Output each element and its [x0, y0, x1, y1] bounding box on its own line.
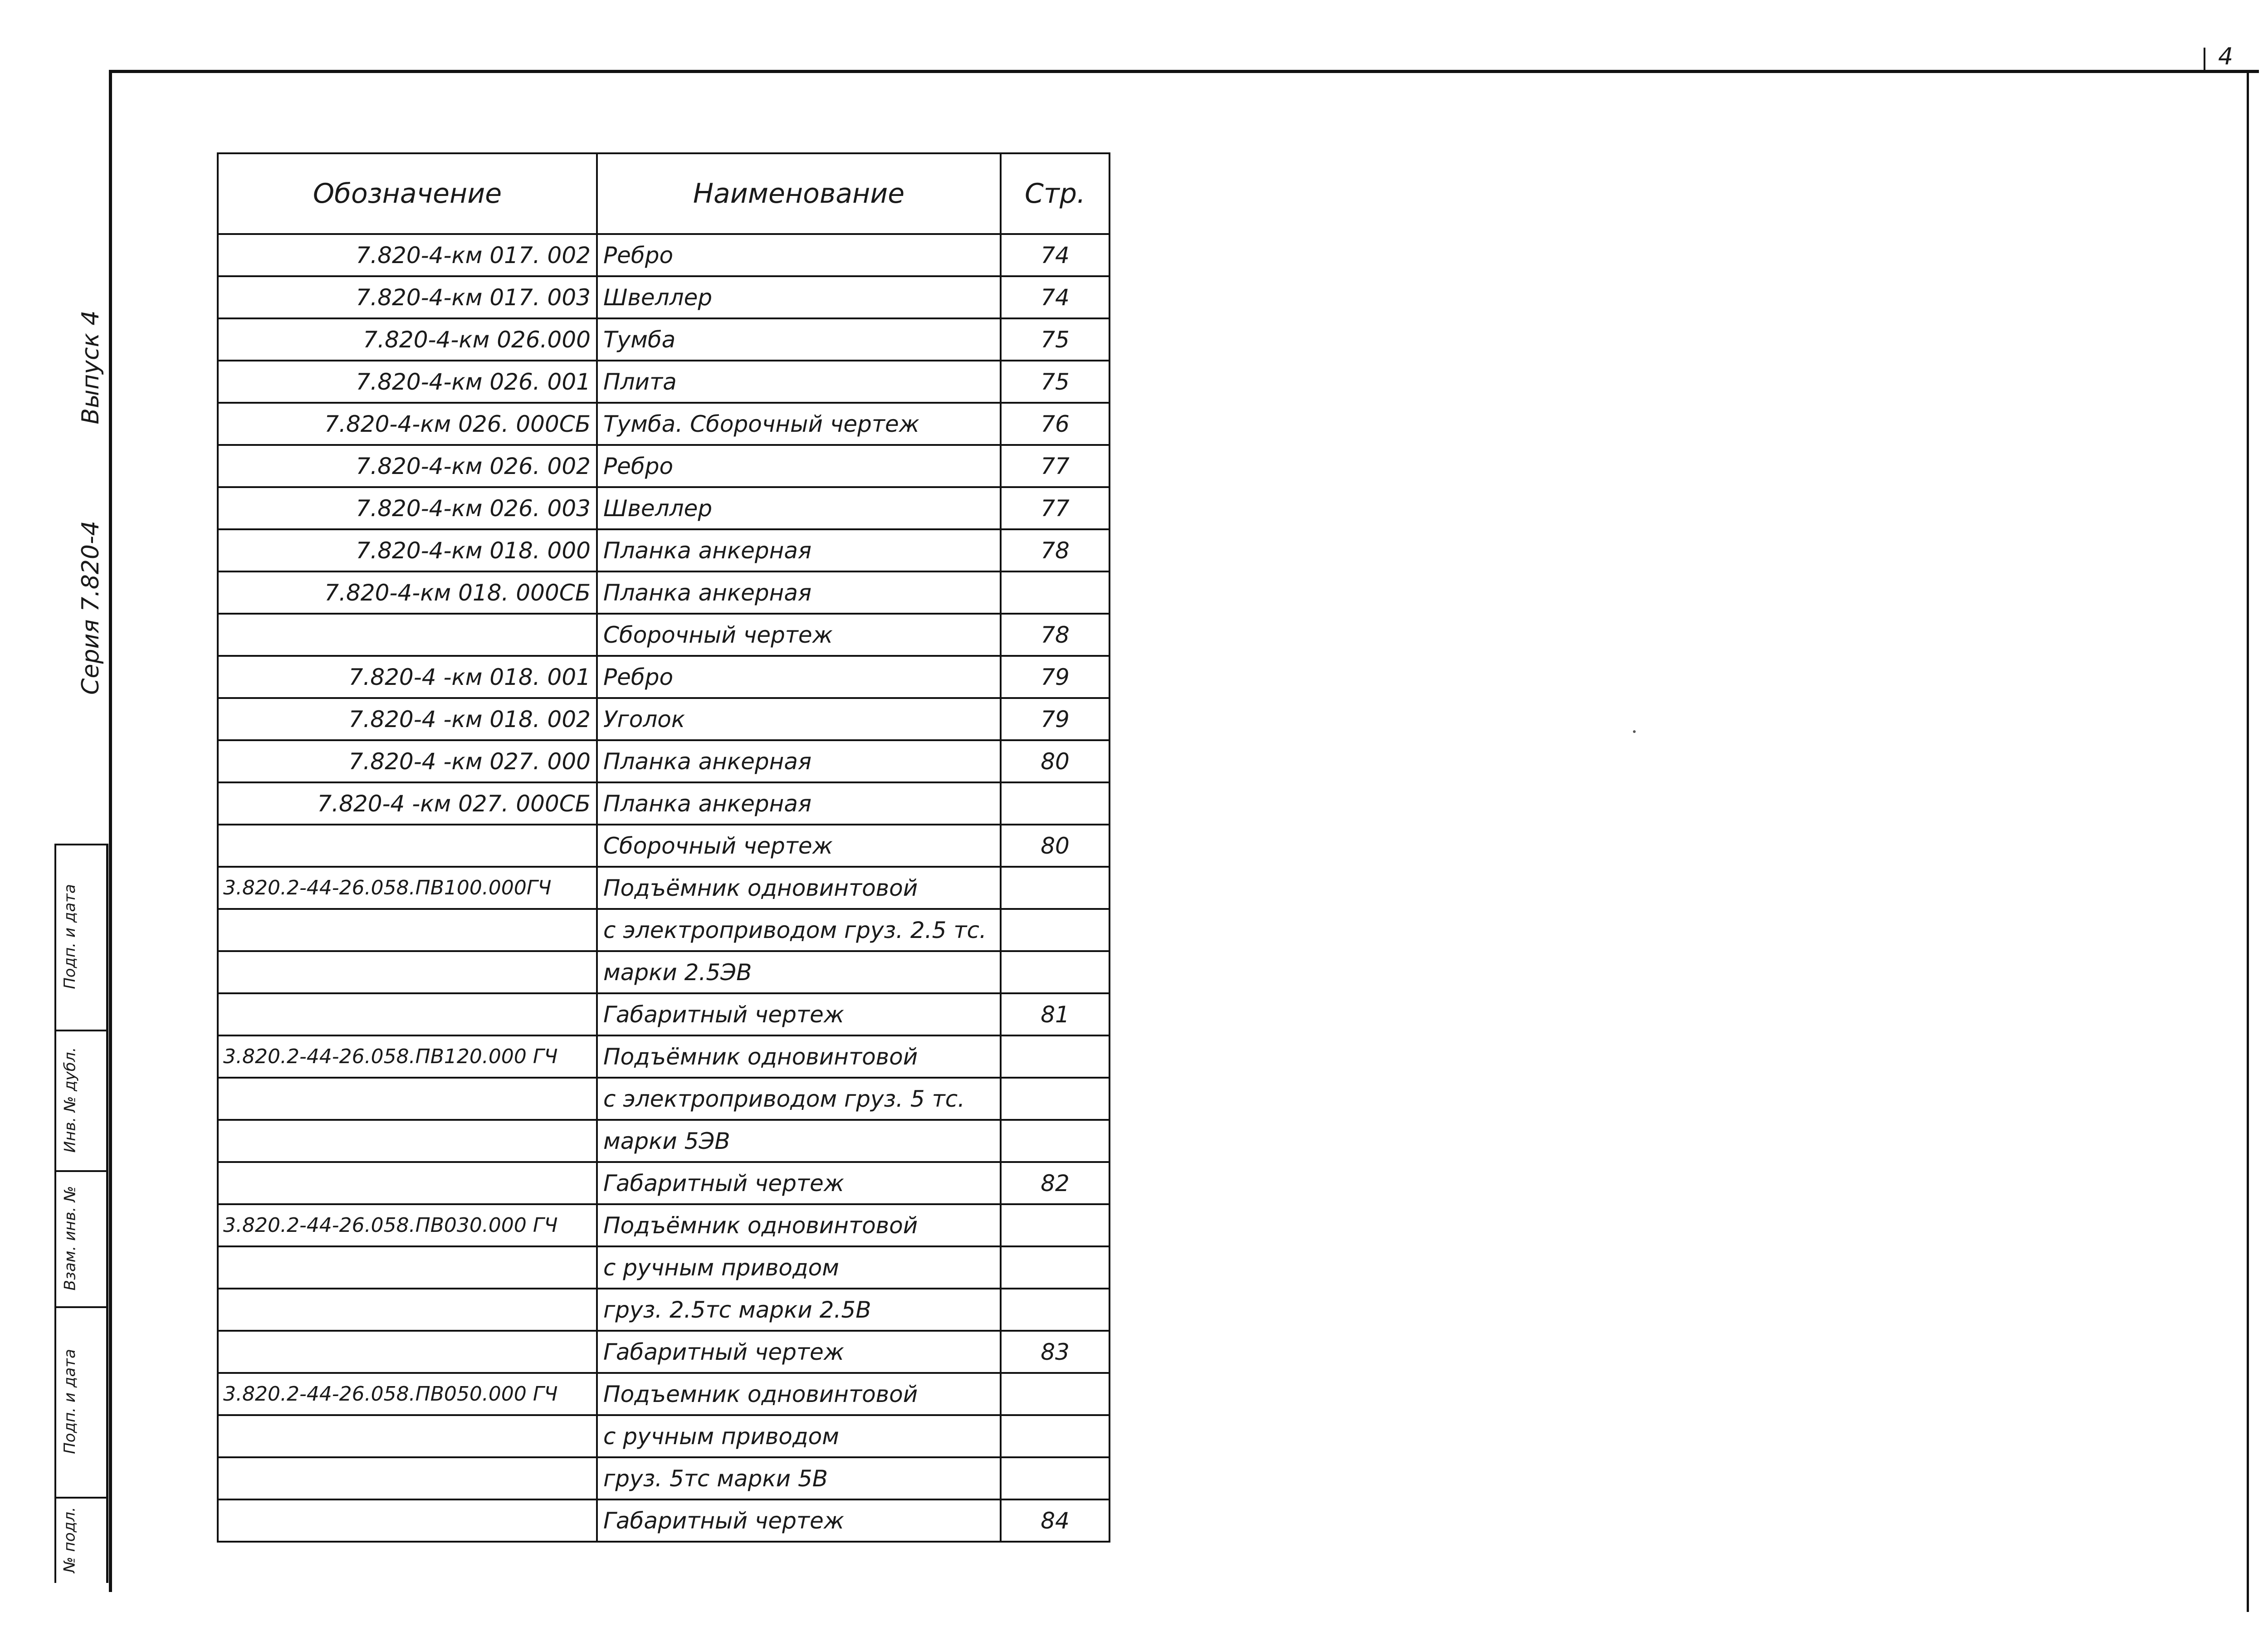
row-designation: 7.820-4-км 026.000 [218, 318, 597, 361]
row-page [1001, 951, 1110, 993]
table-row [218, 1457, 1110, 1499]
row-name: марки 5ЭВ [597, 1120, 1001, 1162]
stamp-label: Инв. № дубл. [61, 1047, 79, 1153]
table-row [218, 445, 1110, 487]
row-designation: 3.820.2-44-26.058.ПВ030.000 ГЧ [218, 1204, 597, 1246]
row-page: 84 [1001, 1499, 1110, 1542]
row-page: 76 [1001, 403, 1110, 445]
table-row [218, 1331, 1110, 1373]
row-page: 79 [1001, 656, 1110, 698]
table-row [218, 1162, 1110, 1204]
row-name: Габаритный чертеж [597, 1499, 1001, 1542]
table-row [218, 1499, 1110, 1542]
table-row [218, 825, 1110, 867]
table-row [218, 529, 1110, 571]
row-name: с ручным приводом [597, 1415, 1001, 1457]
row-page: 78 [1001, 529, 1110, 571]
row-name: Подъемник одновинтовой [597, 1373, 1001, 1415]
row-designation: 7.820-4 -км 018. 001 [218, 656, 597, 698]
row-name: с ручным приводом [597, 1246, 1001, 1289]
row-name: Швеллер [597, 487, 1001, 529]
row-designation [218, 1246, 597, 1289]
row-designation [218, 1415, 597, 1457]
frame-right-border [2247, 70, 2249, 1612]
stamp-label: № подл. [61, 1507, 79, 1573]
table-row [218, 656, 1110, 698]
table-row [218, 867, 1110, 909]
table-row [218, 1246, 1110, 1289]
table-row [218, 1120, 1110, 1162]
row-name: с электроприводом груз. 5 тс. [597, 1078, 1001, 1120]
row-name: Планка анкерная [597, 529, 1001, 571]
approval-stamp [54, 844, 108, 1583]
row-page: 77 [1001, 487, 1110, 529]
header-name: Наименование [597, 153, 1001, 234]
row-page [1001, 782, 1110, 825]
row-page [1001, 571, 1110, 614]
row-page [1001, 1373, 1110, 1415]
table-row [218, 1035, 1110, 1078]
row-page: 79 [1001, 698, 1110, 740]
table-row [218, 571, 1110, 614]
row-page: 81 [1001, 993, 1110, 1035]
row-name: Габаритный чертеж [597, 1331, 1001, 1373]
row-designation: 7.820-4-км 018. 000 [218, 529, 597, 571]
row-designation: 7.820-4-км 017. 002 [218, 234, 597, 276]
sheet-number-divider [2204, 48, 2205, 70]
row-designation: 7.820-4-км 026. 002 [218, 445, 597, 487]
row-name: с электроприводом груз. 2.5 тс. [597, 909, 1001, 951]
row-designation [218, 825, 597, 867]
row-designation: 3.820.2-44-26.058.ПВ050.000 ГЧ [218, 1373, 597, 1415]
row-designation [218, 1078, 597, 1120]
table-row [218, 698, 1110, 740]
row-name: марки 2.5ЭВ [597, 951, 1001, 993]
row-name: Габаритный чертеж [597, 1162, 1001, 1204]
row-name: Ребро [597, 445, 1001, 487]
row-designation [218, 1162, 597, 1204]
row-designation [218, 909, 597, 951]
stamp-label: Подп. и дата [61, 1349, 79, 1454]
row-designation [218, 1289, 597, 1331]
stamp-label: Взам. инв. № [61, 1186, 79, 1291]
table-row [218, 782, 1110, 825]
issue-label: Выпуск 4 [77, 310, 104, 425]
row-name: Подъёмник одновинтовой [597, 1035, 1001, 1078]
row-page [1001, 867, 1110, 909]
table-row [218, 1373, 1110, 1415]
header-designation: Обозначение [218, 153, 597, 234]
frame-top-border [109, 70, 2259, 73]
row-name: груз. 5тс марки 5В [597, 1457, 1001, 1499]
row-name: Плита [597, 361, 1001, 403]
row-designation [218, 1120, 597, 1162]
row-name: Ребро [597, 234, 1001, 276]
row-name: Подъёмник одновинтовой [597, 1204, 1001, 1246]
table-header-row [218, 153, 1110, 234]
table-row [218, 1415, 1110, 1457]
row-page: 78 [1001, 614, 1110, 656]
row-designation [218, 1499, 597, 1542]
row-designation: 7.820-4-км 026. 003 [218, 487, 597, 529]
table-row [218, 361, 1110, 403]
scan-speck [1633, 730, 1636, 733]
table-row [218, 951, 1110, 993]
table-row [218, 993, 1110, 1035]
table-row [218, 614, 1110, 656]
row-page [1001, 1078, 1110, 1120]
row-name: Сборочный чертеж [597, 825, 1001, 867]
row-name: Планка анкерная [597, 740, 1001, 782]
row-page: 75 [1001, 361, 1110, 403]
row-page [1001, 1457, 1110, 1499]
row-page [1001, 1035, 1110, 1078]
table-row [218, 276, 1110, 318]
table-row [218, 234, 1110, 276]
row-page: 75 [1001, 318, 1110, 361]
row-page [1001, 1204, 1110, 1246]
row-page: 82 [1001, 1162, 1110, 1204]
series-label: Серия 7.820-4 [77, 521, 104, 695]
header-page: Стр. [1001, 153, 1110, 234]
row-page: 83 [1001, 1331, 1110, 1373]
row-designation: 7.820-4 -км 018. 002 [218, 698, 597, 740]
table-row [218, 909, 1110, 951]
row-page: 80 [1001, 740, 1110, 782]
row-page: 80 [1001, 825, 1110, 867]
row-page: 74 [1001, 234, 1110, 276]
row-page [1001, 1289, 1110, 1331]
row-designation: 3.820.2-44-26.058.ПВ120.000 ГЧ [218, 1035, 597, 1078]
stamp-label: Подп. и дата [61, 884, 79, 989]
row-designation [218, 1457, 597, 1499]
row-name: Габаритный чертеж [597, 993, 1001, 1035]
row-page [1001, 909, 1110, 951]
row-name: Швеллер [597, 276, 1001, 318]
row-page [1001, 1246, 1110, 1289]
table-row [218, 1289, 1110, 1331]
row-name: Подъёмник одновинтовой [597, 867, 1001, 909]
row-name: Ребро [597, 656, 1001, 698]
row-name: Тумба [597, 318, 1001, 361]
row-designation: 7.820-4 -км 027. 000СБ [218, 782, 597, 825]
table-row [218, 1078, 1110, 1120]
table-row [218, 403, 1110, 445]
table-row [218, 318, 1110, 361]
row-designation: 3.820.2-44-26.058.ПВ100.000ГЧ [218, 867, 597, 909]
table-row [218, 487, 1110, 529]
row-designation: 7.820-4-км 026. 001 [218, 361, 597, 403]
row-name: груз. 2.5тс марки 2.5В [597, 1289, 1001, 1331]
row-designation: 7.820-4-км 018. 000СБ [218, 571, 597, 614]
row-designation: 7.820-4-км 017. 003 [218, 276, 597, 318]
row-name: Уголок [597, 698, 1001, 740]
row-designation: 7.820-4-км 026. 000СБ [218, 403, 597, 445]
frame-left-border [109, 70, 112, 1592]
sheet-number: 4 [2218, 43, 2234, 70]
row-page: 74 [1001, 276, 1110, 318]
row-name: Планка анкерная [597, 782, 1001, 825]
table-row [218, 740, 1110, 782]
row-designation [218, 614, 597, 656]
table-row [218, 1204, 1110, 1246]
row-designation [218, 951, 597, 993]
row-designation [218, 993, 597, 1035]
row-name: Сборочный чертеж [597, 614, 1001, 656]
row-name: Планка анкерная [597, 571, 1001, 614]
row-designation: 7.820-4 -км 027. 000 [218, 740, 597, 782]
row-designation [218, 1331, 597, 1373]
contents-table [217, 152, 1110, 1543]
row-name: Тумба. Сборочный чертеж [597, 403, 1001, 445]
row-page: 77 [1001, 445, 1110, 487]
row-page [1001, 1415, 1110, 1457]
row-page [1001, 1120, 1110, 1162]
